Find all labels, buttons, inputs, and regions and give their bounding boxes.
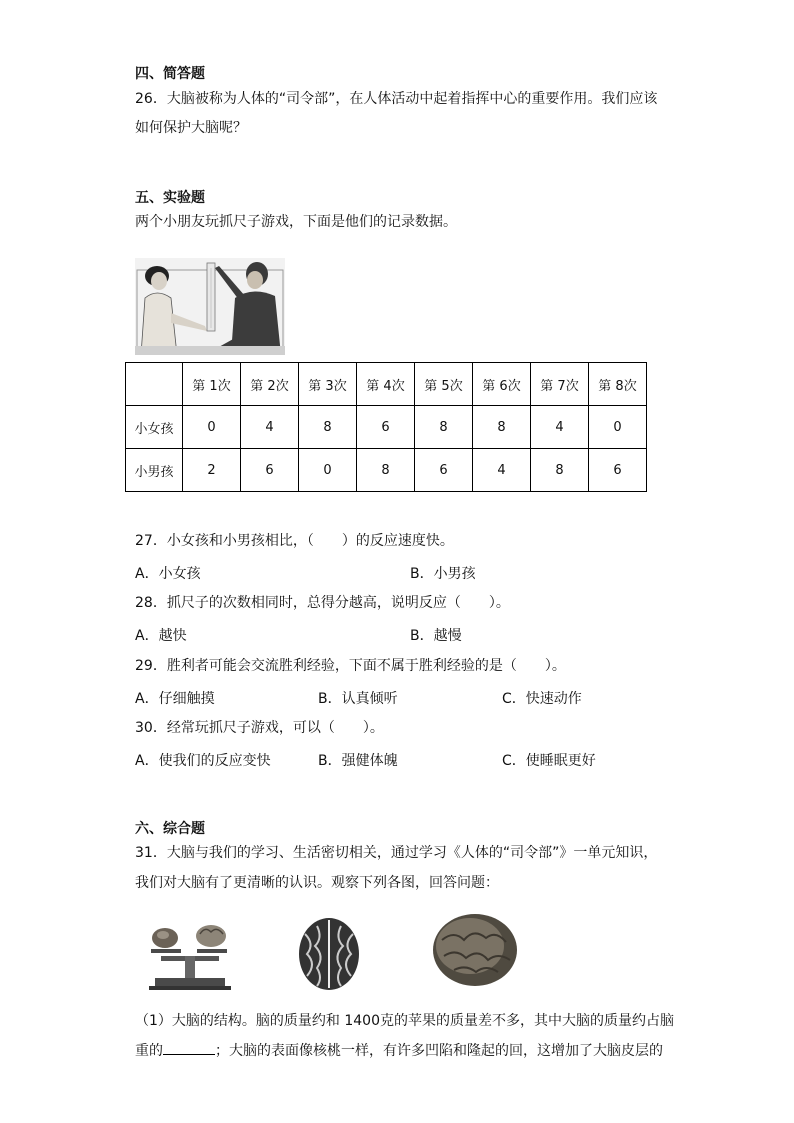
p1-line2-prefix: 重的 xyxy=(135,1043,163,1059)
table-header-cell: 第 5次 xyxy=(415,363,473,406)
q28-option-a[interactable]: A．越快 xyxy=(135,628,187,644)
section5-heading: 五、实验题 xyxy=(135,190,205,206)
table-cell: 8 xyxy=(299,406,357,449)
q30-text: 30．经常玩抓尺子游戏，可以（ ）。 xyxy=(135,720,384,736)
section5-intro: 两个小朋友玩抓尺子游戏，下面是他们的记录数据。 xyxy=(135,214,457,230)
table-header-cell xyxy=(126,363,183,406)
table-header-cell: 第 6次 xyxy=(473,363,531,406)
p1-line2 xyxy=(135,1040,663,1061)
ruler-game-photo xyxy=(135,258,285,355)
table-cell: 8 xyxy=(531,449,589,492)
q29-option-b[interactable]: B．认真倾听 xyxy=(318,691,398,707)
table-header-cell: 第 4次 xyxy=(357,363,415,406)
table-header-cell: 第 3次 xyxy=(299,363,357,406)
q31-line2: 我们对大脑有了更清晰的认识。观察下列各图，回答问题： xyxy=(135,875,499,891)
table-header-row xyxy=(126,363,647,406)
table-cell: 4 xyxy=(241,406,299,449)
q30-option-a[interactable]: A．使我们的反应变快 xyxy=(135,753,271,769)
q30-option-b[interactable]: B．强健体魄 xyxy=(318,753,398,769)
q26-line2: 如何保护大脑呢？ xyxy=(135,120,247,136)
table-cell: 6 xyxy=(415,449,473,492)
brain-side-view-image xyxy=(430,910,520,988)
table-cell: 6 xyxy=(357,406,415,449)
table-cell: 8 xyxy=(415,406,473,449)
section4-heading: 四、简答题 xyxy=(135,66,205,82)
table-row-label: 小男孩 xyxy=(126,449,183,492)
table-header-cell: 第 7次 xyxy=(531,363,589,406)
table-cell: 0 xyxy=(183,406,241,449)
table-header-cell: 第 1次 xyxy=(183,363,241,406)
table-cell: 4 xyxy=(531,406,589,449)
table-cell: 8 xyxy=(357,449,415,492)
table-cell: 8 xyxy=(473,406,531,449)
table-cell: 6 xyxy=(241,449,299,492)
q29-text: 29．胜利者可能会交流胜利经验，下面不属于胜利经验的是（ ）。 xyxy=(135,658,566,674)
table-cell: 6 xyxy=(589,449,647,492)
section6-heading: 六、综合题 xyxy=(135,821,205,837)
table-cell: 2 xyxy=(183,449,241,492)
record-table xyxy=(125,362,647,492)
p1-line1: （1）大脑的结构。脑的质量约和 1400克的苹果的质量差不多，其中大脑的质量约占脑 xyxy=(135,1013,674,1029)
q27-option-b[interactable]: B．小男孩 xyxy=(410,566,476,582)
q26-line1: 26．大脑被称为人体的“司令部”，在人体活动中起着指挥中心的重要作用。我们应该 xyxy=(135,91,658,107)
table-header-cell: 第 2次 xyxy=(241,363,299,406)
table-row xyxy=(126,449,647,492)
q27-text: 27．小女孩和小男孩相比，（ ）的反应速度快。 xyxy=(135,533,454,549)
answer-blank[interactable] xyxy=(163,1040,215,1055)
q27-option-a[interactable]: A．小女孩 xyxy=(135,566,201,582)
q29-option-a[interactable]: A．仔细触摸 xyxy=(135,691,215,707)
table-row-label: 小女孩 xyxy=(126,406,183,449)
table-row xyxy=(126,406,647,449)
q28-option-b[interactable]: B．越慢 xyxy=(410,628,462,644)
q31-line1: 31．大脑与我们的学习、生活密切相关，通过学习《人体的“司令部”》一单元知识， xyxy=(135,845,658,861)
q28-text: 28．抓尺子的次数相同时，总得分越高，说明反应（ ）。 xyxy=(135,595,510,611)
brain-top-view-image xyxy=(295,914,363,992)
table-header-cell: 第 8次 xyxy=(589,363,647,406)
q29-option-c[interactable]: C．快速动作 xyxy=(502,691,582,707)
q30-option-c[interactable]: C．使睡眠更好 xyxy=(502,753,596,769)
table-cell: 4 xyxy=(473,449,531,492)
balance-scale-image xyxy=(145,916,235,994)
table-cell: 0 xyxy=(299,449,357,492)
p1-line2-suffix: ；大脑的表面像核桃一样，有许多凹陷和隆起的回，这增加了大脑皮层的 xyxy=(215,1043,663,1059)
table-cell: 0 xyxy=(589,406,647,449)
